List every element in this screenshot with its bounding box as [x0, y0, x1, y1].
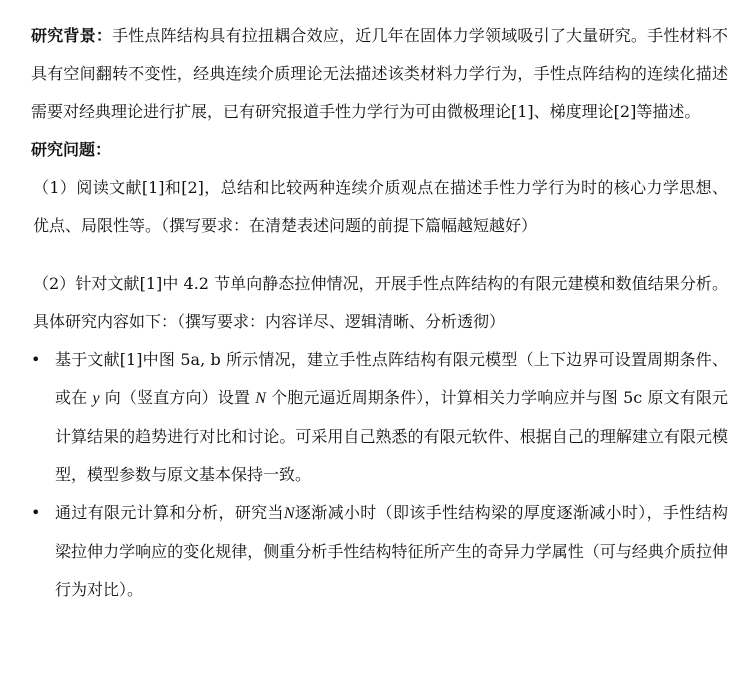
background-paragraph — [31, 17, 728, 131]
task-1-var-n: N — [255, 390, 266, 407]
bullet-icon: • — [31, 503, 41, 522]
task-list — [31, 341, 728, 609]
question-1: （1）阅读文献[1]和[2]，总结和比较两种连续介质观点在描述手性力学行为时的核心力学思想、优点、局限性等。（撰写要求：在清楚表述问题的前提下篇幅越短越好） — [33, 178, 728, 235]
bullet-icon: • — [31, 350, 41, 369]
task-2-var-n: N — [283, 505, 295, 522]
questions-heading: 研究问题： — [31, 140, 112, 159]
background-heading: 研究背景： — [31, 26, 113, 45]
list-item — [31, 494, 728, 609]
list-item — [31, 341, 728, 494]
background-text: 手性点阵结构具有拉扭耦合效应，近几年在固体力学领域吸引了大量研究。手性材料不具有空间翻转不变性，经典连续介质理论无法描述该类材料力学行为，手性点阵结构的连续化描述需要对经典理论进行扩展，已有研究报道手性力学行为可由微极理论[1]、梯度理论[2]等描述。 — [31, 26, 728, 121]
task-1-text-c: 个胞元逼近周期条件），计算相关力学响应并与图 5c 原文有限元计算结果的趋势进行对比和讨论。可采用自己熟悉的有限元软件、根据自己的理解建立有限元模型，模型参数与原文基本保持一致。 — [55, 388, 728, 484]
paragraph-spacer — [31, 245, 728, 265]
task-1-var-y: y — [92, 390, 100, 407]
task-2-text-b: 逐渐减小时（即该手性结构梁的厚度逐渐减小时），手性结构梁拉伸力学响应的变化规律，侧重分析手性结构特征所产生的奇异力学属性（可与经典介质拉伸行为对比）。 — [55, 503, 728, 599]
task-1-text-a: 基于文献[1]中图 5a, b 所示情况，建立手性点阵结构有限元模型（上下边界可设置周期条件、或在 — [55, 350, 728, 407]
task-2-text-a: 通过有限元计算和分析，研究当 — [55, 503, 284, 522]
task-1-text-b: 向（竖直方向）设置 — [99, 388, 256, 407]
question-2: （2）针对文献[1]中 4.2 节单向静态拉伸情况，开展手性点阵结构的有限元建模和数值结果分析。具体研究内容如下：（撰写要求：内容详尽、逻辑清晰、分析透彻） — [33, 274, 728, 331]
